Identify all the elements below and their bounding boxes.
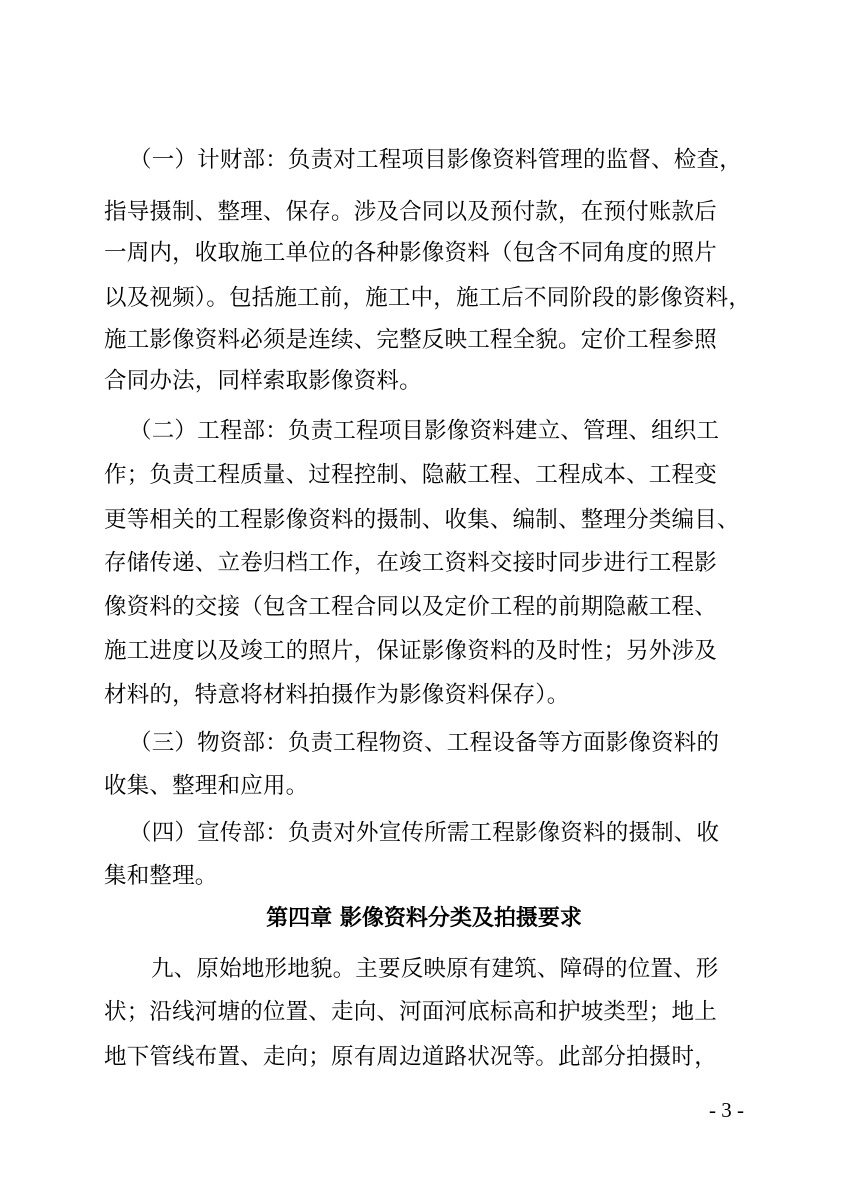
chapter-heading: 第四章 影像资料分类及拍摄要求 [266, 906, 582, 931]
paragraph-2-line-1: （二）工程部：负责工程项目影像资料建立、管理、组织工 [129, 418, 720, 444]
paragraph-1-line-4: 以及视频）。包括施工前，施工中，施工后不同阶段的影像资料， [104, 285, 752, 311]
paragraph-2-line-5: 像资料的交接（包含工程合同以及定价工程的前期隐蔽工程、 [104, 594, 717, 620]
paragraph-4-line-2: 集和整理。 [104, 863, 218, 889]
section-line-1: 九、原始地形地貌。主要反映原有建筑、障碍的位置、形 [151, 956, 719, 982]
paragraph-3-line-1: （三）物资部：负责工程物资、工程设备等方面影像资料的 [129, 730, 720, 756]
section-line-2: 状；沿线河塘的位置、走向、河面河底标高和护坡类型；地上 [104, 999, 717, 1025]
paragraph-2-line-3: 更等相关的工程影像资料的摄制、收集、编制、整理分类编目、 [104, 507, 740, 533]
paragraph-1-line-6: 合同办法，同样索取影像资料。 [104, 368, 422, 394]
paragraph-2-line-4: 存储传递、立卷归档工作，在竣工资料交接时同步进行工程影 [104, 550, 717, 576]
paragraph-4-line-1: （四）宣传部：负责对外宣传所需工程影像资料的摄制、收 [129, 820, 720, 846]
paragraph-3-line-2: 收集、整理和应用。 [104, 773, 309, 799]
paragraph-2-line-7: 材料的，特意将材料拍摄作为影像资料保存）。 [104, 682, 570, 708]
page-number: - 3 - [709, 1098, 744, 1122]
paragraph-1-line-5: 施工影像资料必须是连续、完整反映工程全貌。定价工程参照 [104, 327, 717, 353]
section-line-3: 地下管线布置、走向；原有周边道路状况等。此部分拍摄时， [104, 1044, 717, 1070]
paragraph-2-line-6: 施工进度以及竣工的照片，保证影像资料的及时性；另外涉及 [104, 638, 717, 664]
paragraph-1-line-1: （一）计财部：负责对工程项目影像资料管理的监督、检查， [129, 147, 742, 173]
paragraph-1-line-2: 指导摄制、整理、保存。涉及合同以及预付款，在预付账款后 [104, 199, 717, 225]
paragraph-1-line-3: 一周内，收取施工单位的各种影像资料（包含不同角度的照片 [104, 240, 717, 266]
paragraph-2-line-2: 作；负责工程质量、过程控制、隐蔽工程、工程成本、工程变 [104, 462, 717, 488]
